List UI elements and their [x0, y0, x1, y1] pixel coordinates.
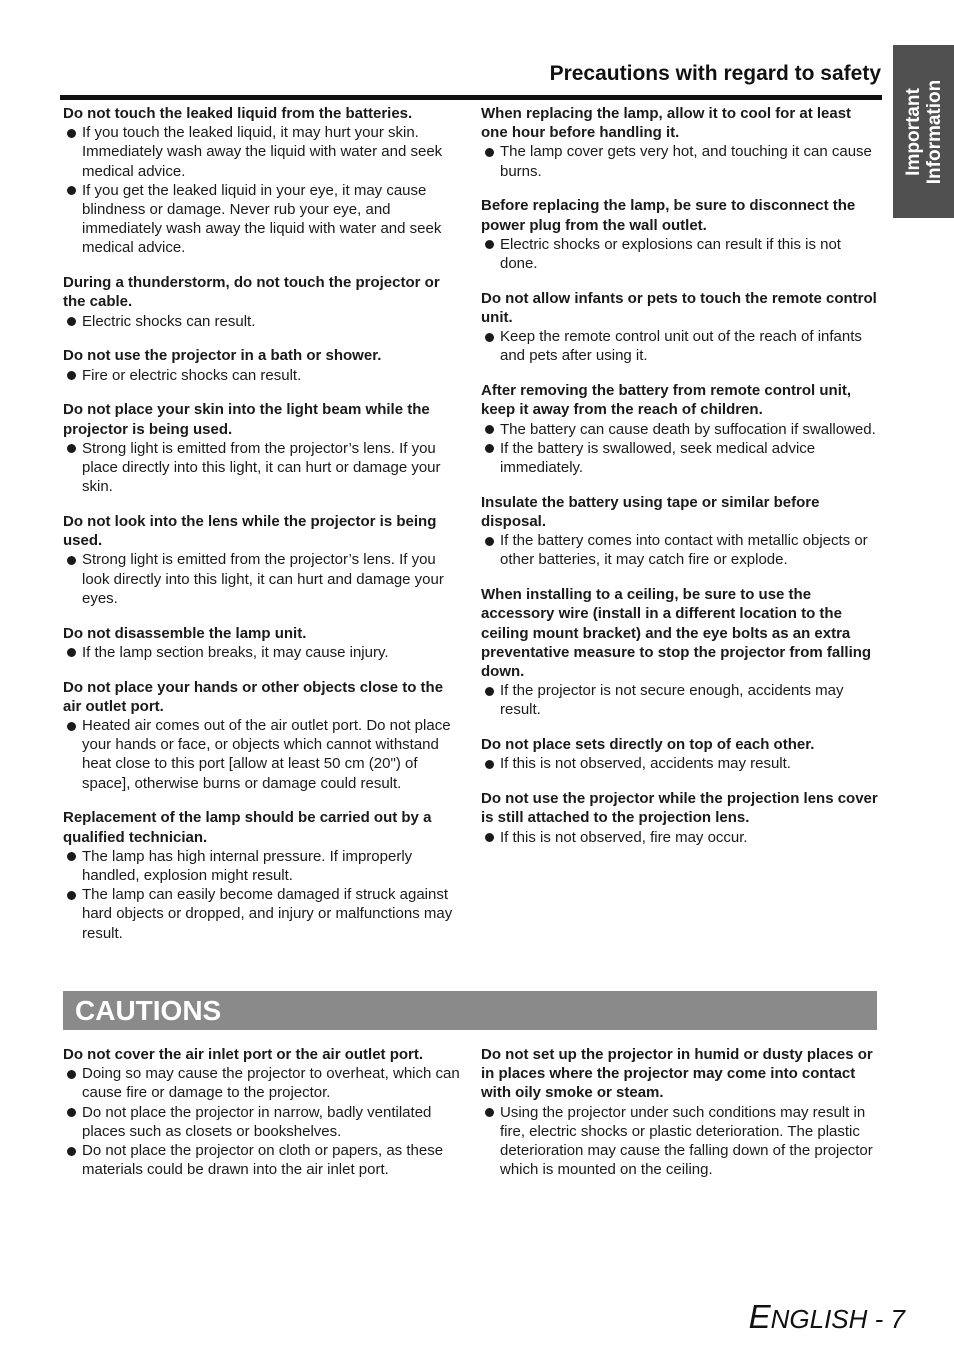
safety-section	[481, 196, 879, 273]
list-item	[481, 531, 879, 569]
safety-section	[63, 346, 461, 384]
bullet-list	[481, 235, 879, 273]
bullet-icon	[67, 1108, 76, 1117]
section-heading: Do not set up the projector in humid or dusty places or in places where the projector may come into contact with oily smoke or steam.	[481, 1046, 873, 1102]
bullet-text: The lamp can easily become damaged if struck against hard objects or dropped, and injury or malfunctions may result.	[82, 886, 453, 942]
bullet-text: Do not place the projector on cloth or papers, as these materials could be drawn into the air inlet port.	[82, 1142, 444, 1179]
bullet-list	[63, 716, 461, 793]
list-item	[481, 828, 879, 847]
section-heading: Do not cover the air inlet port or the air outlet port.	[63, 1046, 424, 1063]
safety-section	[481, 104, 879, 181]
section-heading: Do not look into the lens while the projector is being used.	[63, 513, 437, 550]
section-heading: Do not use the projector in a bath or shower.	[63, 347, 382, 365]
section-heading: Do not touch the leaked liquid from the batteries.	[63, 105, 413, 122]
footer-initial: E	[748, 1298, 771, 1335]
section-tab-label	[903, 79, 945, 184]
section-heading: Do not allow infants or pets to touch the remote control unit.	[481, 289, 877, 327]
list-item	[481, 420, 879, 439]
safety-section	[63, 808, 461, 942]
page-footer	[749, 1298, 905, 1336]
bullet-text: The lamp has high internal pressure. If improperly handled, explosion might result.	[82, 847, 413, 885]
section-heading: When installing to a ceiling, be sure to use the accessory wire (install in a different location to the ceiling mount bracket) and the eye bolts as an extra preventative measure to stop the projector from falling down.	[481, 586, 872, 681]
bullet-icon	[485, 444, 494, 453]
section-heading: During a thunderstorm, do not touch the projector or the cable.	[63, 274, 440, 311]
safety-section	[63, 1045, 461, 1179]
list-item	[481, 327, 879, 365]
list-item	[63, 847, 461, 885]
bullet-list	[481, 681, 879, 719]
cautions-right-column	[481, 1045, 879, 1195]
bullet-icon	[67, 722, 76, 731]
bullet-text: Strong light is emitted from the projector’s lens. If you look directly into this light, it can hurt and damage your eyes.	[82, 551, 444, 607]
safety-section	[63, 624, 461, 662]
bullet-list	[63, 439, 461, 497]
bullet-icon	[485, 833, 494, 842]
section-tab	[893, 45, 954, 218]
bullet-list	[63, 366, 461, 385]
bullet-icon	[67, 852, 76, 861]
bullet-icon	[67, 371, 76, 380]
safety-section	[481, 789, 879, 847]
section-heading: Replacement of the lamp should be carried out by a qualified technician.	[63, 809, 432, 846]
bullet-list	[63, 123, 461, 257]
list-item	[481, 142, 879, 180]
bullet-icon	[485, 148, 494, 157]
bullet-icon	[67, 186, 76, 195]
bullet-list	[481, 531, 879, 569]
bullet-text: Electric shocks can result.	[82, 312, 256, 330]
list-item	[63, 181, 461, 258]
bullet-icon	[485, 1108, 494, 1117]
bullet-list	[481, 828, 879, 847]
bullet-text: If this is not observed, accidents may result.	[500, 755, 791, 773]
bullet-text: Strong light is emitted from the projector’s lens. If you place directly into this light, it can hurt or damage your skin.	[82, 439, 441, 496]
list-item	[63, 1064, 461, 1102]
section-heading: Do not place your skin into the light beam while the projector is being used.	[63, 401, 430, 438]
section-heading: Do not place sets directly on top of each other.	[481, 736, 815, 754]
header-rule	[60, 95, 882, 100]
bullet-text: The lamp cover gets very hot, and touching it can cause burns.	[500, 143, 872, 180]
bullet-icon	[67, 129, 76, 138]
footer-page-label: NGLISH - 7	[770, 1304, 905, 1334]
bullet-text: Keep the remote control unit out of the reach of infants and pets after using it.	[500, 328, 862, 365]
section-tab-line-1: Important	[902, 87, 924, 176]
section-heading: Insulate the battery using tape or similar before disposal.	[481, 493, 820, 531]
bullet-icon	[67, 556, 76, 565]
bullet-text: If the battery comes into contact with metallic objects or other batteries, it may catch fire or explode.	[500, 532, 868, 569]
list-item	[63, 366, 461, 385]
bullet-icon	[485, 537, 494, 546]
warnings-right-column	[481, 104, 879, 862]
cautions-left-column	[63, 1045, 461, 1195]
section-tab-line-2: Information	[923, 79, 945, 184]
section-heading: Do not use the projector while the projection lens cover is still attached to the projection lens.	[481, 790, 878, 827]
page-header-title: Precautions with regard to safety	[549, 62, 881, 85]
list-item	[63, 439, 461, 497]
list-item	[63, 123, 461, 181]
bullet-text: The battery can cause death by suffocation if swallowed.	[500, 420, 876, 438]
bullet-text: If you touch the leaked liquid, it may hurt your skin. Immediately wash away the liquid with water and seek medical advice.	[82, 124, 443, 180]
bullet-icon	[485, 687, 494, 696]
list-item	[63, 716, 461, 793]
bullet-list	[63, 550, 461, 608]
bullet-text: If the lamp section breaks, it may cause injury.	[82, 643, 389, 661]
list-item	[63, 312, 461, 331]
bullet-icon	[67, 1147, 76, 1156]
safety-section	[481, 735, 879, 773]
bullet-text: Do not place the projector in narrow, badly ventilated places such as closets or bookshelves.	[82, 1103, 432, 1140]
bullet-list	[63, 312, 461, 331]
bullet-icon	[485, 425, 494, 434]
bullet-list	[481, 1103, 879, 1180]
bullet-icon	[485, 240, 494, 249]
safety-section	[481, 1045, 879, 1179]
safety-section	[481, 585, 879, 719]
bullet-text: If you get the leaked liquid in your eye, it may cause blindness or damage. Never rub your eye, and immediately wash away the liquid with water and seek medical advice.	[82, 181, 442, 257]
bullet-list	[481, 420, 879, 478]
list-item	[63, 643, 461, 662]
bullet-text: Fire or electric shocks can result.	[82, 366, 302, 384]
list-item	[481, 1103, 879, 1180]
section-heading: After removing the battery from remote control unit, keep it away from the reach of children.	[481, 382, 852, 419]
safety-section	[481, 289, 879, 366]
list-item	[63, 1141, 461, 1179]
list-item	[63, 550, 461, 608]
safety-section	[63, 400, 461, 496]
bullet-text: If the projector is not secure enough, accidents may result.	[500, 682, 844, 719]
bullet-text: If the battery is swallowed, seek medical advice immediately.	[500, 439, 816, 477]
safety-section	[63, 512, 461, 608]
safety-section	[63, 678, 461, 793]
bullet-icon	[67, 1070, 76, 1079]
safety-section	[481, 493, 879, 570]
bullet-icon	[67, 317, 76, 326]
section-heading: Before replacing the lamp, be sure to disconnect the power plug from the wall outlet.	[481, 197, 856, 234]
bullet-text: Doing so may cause the projector to overheat, which can cause fire or damage to the projector.	[82, 1065, 460, 1102]
list-item	[63, 885, 461, 943]
cautions-title: CAUTIONS	[75, 995, 222, 1026]
bullet-list	[481, 327, 879, 365]
bullet-text: If this is not observed, fire may occur.	[500, 828, 748, 846]
list-item	[481, 754, 879, 773]
bullet-icon	[67, 648, 76, 657]
bullet-icon	[485, 760, 494, 769]
cautions-banner	[63, 991, 877, 1030]
safety-section	[63, 104, 461, 258]
bullet-text: Electric shocks or explosions can result if this is not done.	[500, 235, 841, 273]
section-heading: Do not place your hands or other objects close to the air outlet port.	[63, 678, 444, 715]
bullet-list	[63, 643, 461, 662]
bullet-icon	[67, 444, 76, 453]
safety-section	[481, 381, 879, 477]
list-item	[481, 439, 879, 477]
section-heading: When replacing the lamp, allow it to cool for at least one hour before handling it.	[481, 105, 852, 142]
safety-section	[63, 273, 461, 331]
bullet-list	[63, 1064, 461, 1179]
bullet-text: Using the projector under such conditions may result in fire, electric shocks or plastic deterioration. The plastic deterioration may cause the falling down of the projector which is mounted on the ceiling.	[500, 1103, 873, 1179]
warnings-left-column	[63, 104, 461, 958]
bullet-text: Heated air comes out of the air outlet port. Do not place your hands or face, or objects which cannot withstand heat close to this port [allow at least 50 cm (20") of space], otherwise burns or damage could result.	[82, 717, 451, 792]
list-item	[63, 1103, 461, 1141]
bullet-icon	[485, 333, 494, 342]
list-item	[481, 681, 879, 719]
section-heading: Do not disassemble the lamp unit.	[63, 624, 307, 642]
bullet-list	[481, 754, 879, 773]
bullet-list	[63, 847, 461, 943]
list-item	[481, 235, 879, 273]
bullet-icon	[67, 891, 76, 900]
bullet-list	[481, 142, 879, 180]
